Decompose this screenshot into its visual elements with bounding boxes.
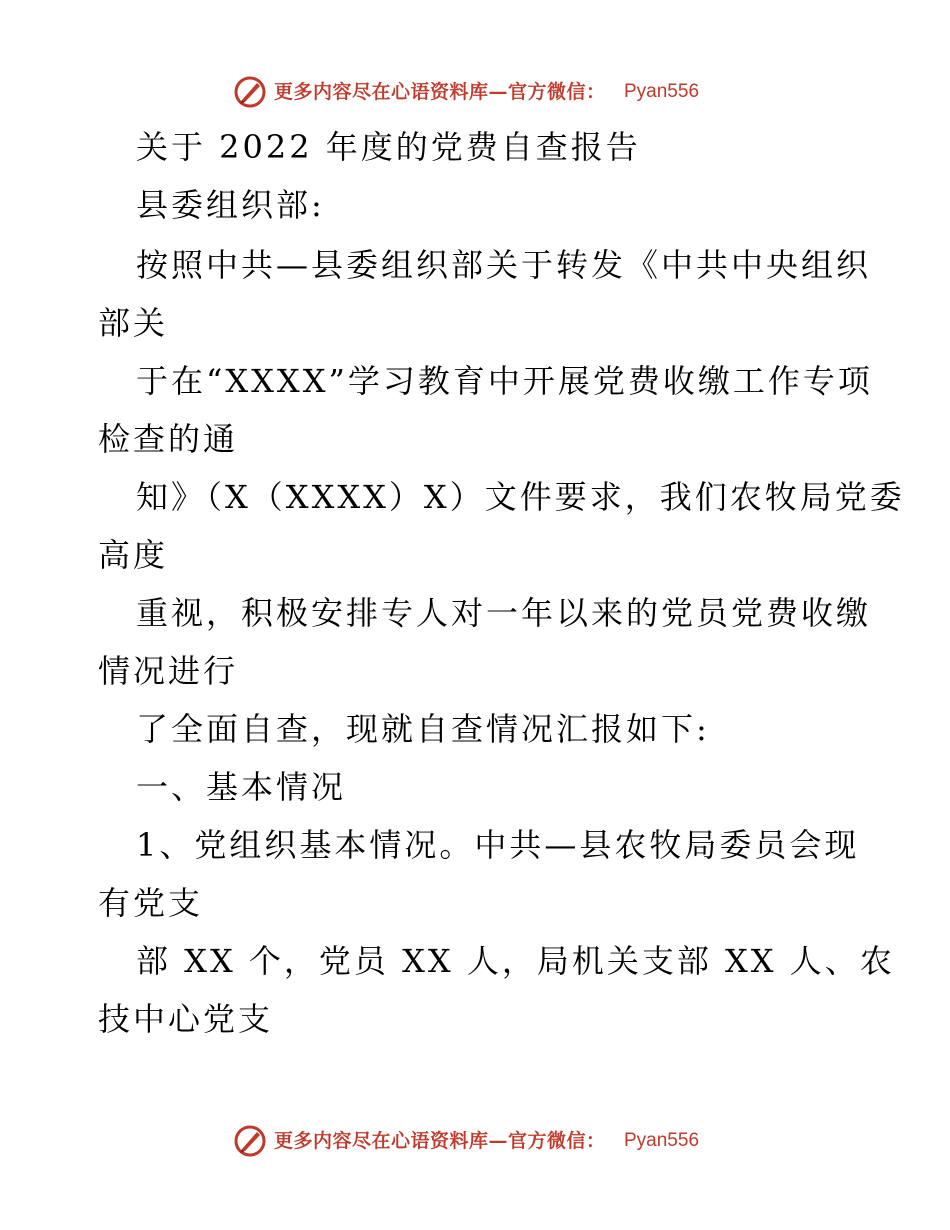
paragraph-line: 检查的通 bbox=[98, 420, 239, 458]
paragraph-line: 情况进行 bbox=[98, 652, 239, 690]
paragraph-line: 了全面自查，现就自查情况汇报如下: bbox=[136, 710, 710, 748]
paragraph-line: 知》（X（XXXX）X）文件要求，我们农牧局党委 bbox=[136, 478, 905, 516]
watermark-wechat-id: Pyan556 bbox=[624, 81, 700, 102]
watermark-text: 更多内容尽在心语资料库—官方微信： bbox=[274, 1130, 606, 1152]
section-heading: 一、基本情况 bbox=[136, 768, 347, 806]
pen-logo-icon bbox=[233, 75, 267, 109]
paragraph-line: 1、党组织基本情况。中共—县农牧局委员会现 bbox=[136, 826, 860, 864]
salutation: 县委组织部: bbox=[136, 186, 325, 224]
document-title: 关于 2022 年度的党费自查报告 bbox=[136, 128, 641, 166]
paragraph-line: 部 XX 个，党员 XX 人，局机关支部 XX 人、农 bbox=[136, 942, 895, 980]
paragraph-line: 按照中共—县委组织部关于转发《中共中央组织 bbox=[136, 246, 872, 284]
paragraph-line: 高度 bbox=[98, 536, 169, 574]
paragraph-line: 技中心党支 bbox=[98, 1000, 274, 1038]
pen-logo-icon bbox=[233, 1124, 267, 1158]
paragraph-line: 于在“XXXX”学习教育中开展党费收缴工作专项 bbox=[136, 362, 873, 400]
watermark-wechat-id: Pyan556 bbox=[624, 1130, 700, 1151]
paragraph-line: 重视，积极安排专人对一年以来的党员党费收缴 bbox=[136, 594, 872, 632]
paragraph-line: 部关 bbox=[98, 304, 169, 342]
watermark-text: 更多内容尽在心语资料库—官方微信： bbox=[274, 81, 606, 103]
watermark-banner-bottom bbox=[0, 1121, 950, 1161]
watermark-banner-top bbox=[0, 72, 950, 112]
paragraph-line: 有党支 bbox=[98, 884, 204, 922]
